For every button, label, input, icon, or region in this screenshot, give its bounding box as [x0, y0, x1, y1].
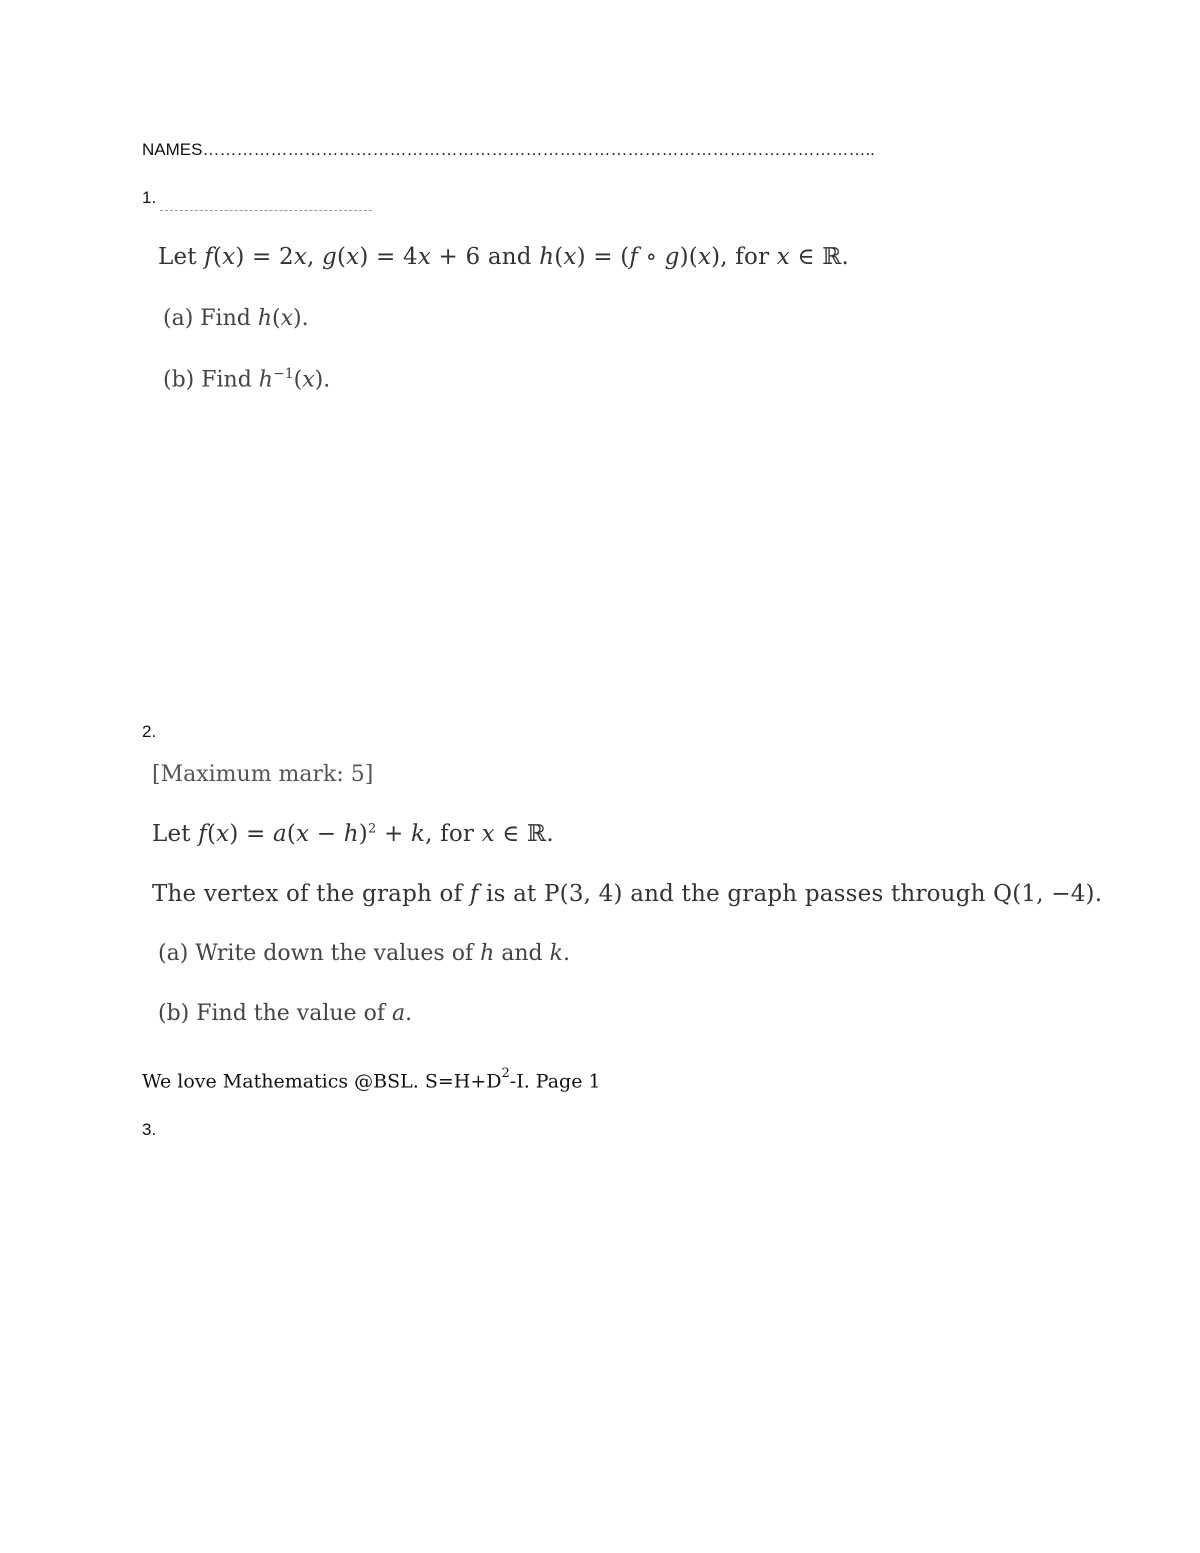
- question-1-part-b: (b) Find $h^{-1}(x)$.: [163, 366, 331, 393]
- question-2-max-mark: [Maximum mark: 5]: [152, 762, 374, 787]
- question-2-number: 2.: [142, 722, 157, 741]
- question-1-stem: Let f(x) = 2x, g(x) = 4x + 6 and h(x) = (f ∘ g)(x), for x ∈ ℝ.: [158, 244, 850, 270]
- question-1-number: 1.: [142, 188, 157, 207]
- page-footer: We love Mathematics @BSL. $S=H+D^2-I$. Page 1: [142, 1066, 601, 1093]
- question-2-part-b: (b) Find the value of a.: [158, 1001, 413, 1026]
- question-1-header-strip: [160, 204, 372, 211]
- question-3-number: 3.: [142, 1120, 157, 1139]
- question-1-part-a: (a) Find h(x).: [163, 306, 309, 331]
- question-2-vertex-statement: The vertex of the graph of f is at P(3, 4) and the graph passes through Q(1, −4).: [152, 881, 1103, 907]
- names-line: NAMES………………………………………………………………………………………………………..: [142, 140, 875, 159]
- question-2-part-a: (a) Write down the values of h and k.: [158, 941, 570, 966]
- question-2-stem: Let $f(x) = a(x - h)^2 + k$, for x ∈ ℝ.: [152, 821, 554, 847]
